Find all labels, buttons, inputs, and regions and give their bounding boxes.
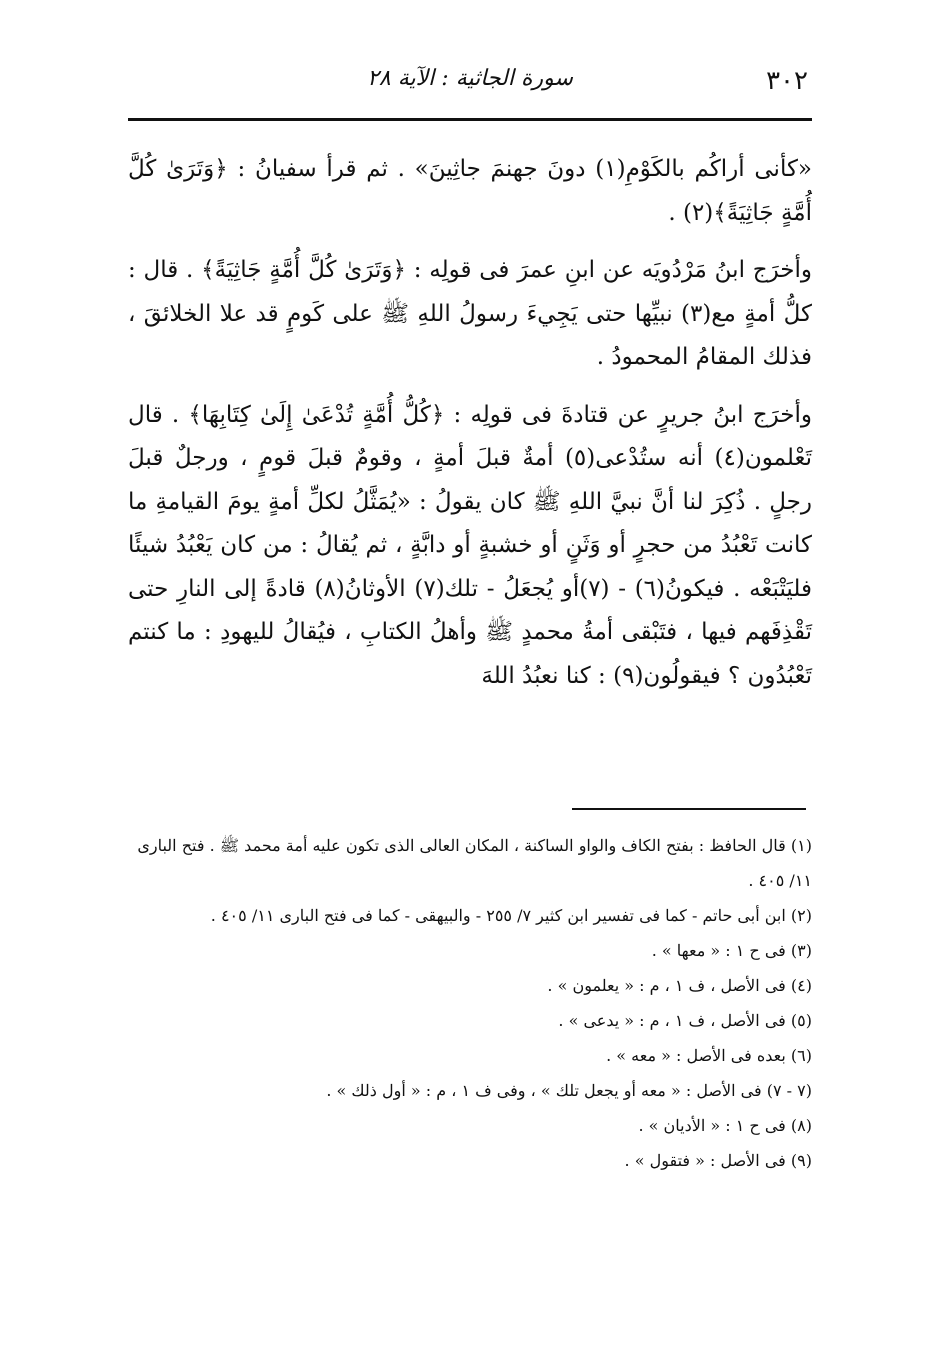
footnote: (١) قال الحافظ : بفتح الكاف والواو الساكنة ، المكان العالى الذى تكون عليه أمة محمد ﷺ . فتح البارى ١١/ ٤٠٥ .: [137, 836, 812, 890]
main-text: [128, 148, 812, 712]
footnote-separator: [572, 808, 806, 810]
paragraph: وأخرَج ابنُ مَرْدُويَه عن ابنِ عمرَ فى قولِه : ﴿وَتَرَىٰ كُلَّ أُمَّةٍ جَاثِيَةً﴾ . قال : كلُّ أمةٍ مع(٣) نبيِّها حتى يَجِيءَ رسولُ اللهِ ﷺ على كَومٍ قد علا الخلائقَ ، فذلك المقامُ المحمودُ .: [128, 257, 812, 370]
footnote: (٥) فى الأصل ، ف ١ ، م : « يدعى » .: [558, 1011, 812, 1030]
footnotes: [128, 828, 812, 1178]
footnote: (٦) بعده فى الأصل : « معه » .: [606, 1046, 812, 1065]
footnote: (٢) ابن أبى حاتم - كما فى تفسير ابن كثير ٧/ ٢٥٥ - والبيهقى - كما فى فتح البارى ١١/ ٤٠٥ .: [210, 906, 812, 925]
page-header: [128, 60, 812, 112]
footnote: (٧ - ٧) فى الأصل : « معه أو يجعل تلك » ، وفى ف ١ ، م : « أول ذلك » .: [326, 1081, 812, 1100]
paragraph: «كأنى أراكُم بالكَوْمِ(١) دونَ جهنمَ جاثِينَ» . ثم قرأ سفيانُ : ﴿وَتَرَىٰ كُلَّ أُمَّةٍ جَاثِيَةً﴾(٢) .: [128, 156, 812, 226]
footnote: (٤) فى الأصل ، ف ١ ، م : « يعلمون » .: [547, 976, 812, 995]
paragraph: وأخرَج ابنُ جريرٍ عن قتادةَ فى قولِه : ﴿كُلُّ أُمَّةٍ تُدْعَىٰ إِلَىٰ كِتَابِهَا﴾ . قال تَعْلمون(٤) أنه ستُدْعى(٥) أمةٌ قبلَ أمةٍ ، وقومٌ قبلَ قومٍ ، ورجلٌ قبلَ رجلٍ . ذُكِرَ لنا أنَّ نبيَّ اللهِ ﷺ كان يقولُ : «يُمَثَّلُ لكلِّ أمةٍ يومَ القيامةِ ما كانت تَعْبُدُ من حجرٍ أو وَثَنٍ أو خشبةٍ أو دابَّةٍ ، ثم يُقالُ : من كان يَعْبُدُ شيئًا فليَتْبَعْه . فيكونُ(٦) - (٧)أو يُجعَلُ - تلك(٧) الأوثانُ(٨) قادةً إلى النارِ حتى تَقْذِفَهم فيها ، فتَبْقى أمةُ محمدٍ ﷺ وأهلُ الكتابِ ، فيُقالُ لليهودِ : ما كنتم تَعْبُدُون ؟ فيقولُون(٩) : كنا نعبُدُ اللهَ: [128, 401, 812, 689]
footnote: (٨) فى ح ١ : « الأديان » .: [638, 1116, 812, 1135]
footnote: (٣) فى ح ١ : « معها » .: [651, 941, 812, 960]
running-title: سورة الجاثية : الآية ٢٨: [367, 66, 573, 91]
footnote: (٩) فى الأصل : « فتقول » .: [624, 1151, 812, 1170]
header-rule: [128, 118, 812, 121]
page-number: ٣٠٢: [766, 66, 808, 96]
